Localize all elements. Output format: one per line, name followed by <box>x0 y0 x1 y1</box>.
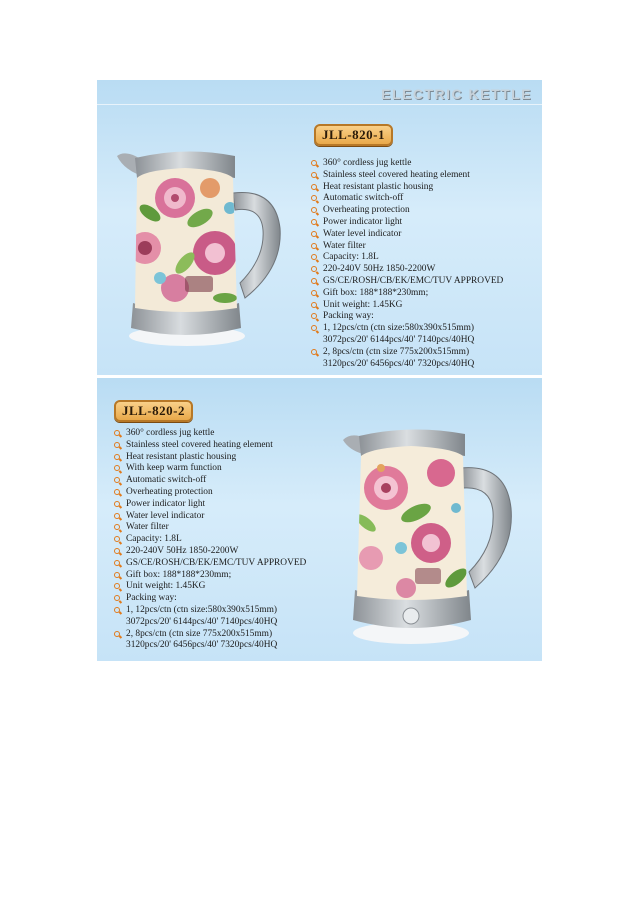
feature-item: GS/CE/ROSH/CB/EK/EMC/TUV APPROVED <box>311 276 503 288</box>
feature-item: 220-240V 50Hz 1850-2200W <box>114 546 306 558</box>
magnifier-bullet-icon <box>311 172 317 178</box>
magnifier-bullet-icon <box>114 465 120 471</box>
feature-item: Heat resistant plastic housing <box>114 452 306 464</box>
feature-item: 360° cordless jug kettle <box>311 158 503 170</box>
brand-title: ELECTRIC KETTLE <box>381 86 532 102</box>
magnifier-bullet-icon <box>114 548 120 554</box>
feature-item: Water filter <box>114 522 306 534</box>
feature-item: Gift box: 188*188*230mm; <box>311 288 503 300</box>
packing-quantities: 3072pcs/20' 6144pcs/40' 7140pcs/40HQ <box>323 334 475 345</box>
magnifier-bullet-icon <box>311 290 317 296</box>
magnifier-bullet-icon <box>311 207 317 213</box>
magnifier-bullet-icon <box>114 607 120 613</box>
feature-list <box>114 428 306 652</box>
feature-item: Automatic switch-off <box>311 193 503 205</box>
feature-item: Power indicator light <box>311 217 503 229</box>
magnifier-bullet-icon <box>114 572 120 578</box>
packing-item: 2, 8pcs/ctn (ctn size 775x200x515mm) 3120pcs/20' 6456pcs/40' 7320pcs/40HQ <box>311 347 503 371</box>
packing-quantities: 3120pcs/20' 6456pcs/40' 7320pcs/40HQ <box>126 640 278 651</box>
magnifier-bullet-icon <box>311 243 317 249</box>
header-divider <box>97 104 542 105</box>
product-panel-jll-820-1 <box>97 80 542 375</box>
feature-item: Packing way: <box>311 311 503 323</box>
magnifier-bullet-icon <box>114 477 120 483</box>
feature-item: Water filter <box>311 241 503 253</box>
magnifier-bullet-icon <box>114 595 120 601</box>
magnifier-bullet-icon <box>311 231 317 237</box>
model-label: JLL-820-1 <box>314 124 393 146</box>
magnifier-bullet-icon <box>311 219 317 225</box>
feature-item: Capacity: 1.8L <box>311 252 503 264</box>
model-label: JLL-820-2 <box>114 400 193 422</box>
magnifier-bullet-icon <box>114 501 120 507</box>
feature-item: 360° cordless jug kettle <box>114 428 306 440</box>
magnifier-bullet-icon <box>311 184 317 190</box>
feature-item: Power indicator light <box>114 499 306 511</box>
feature-item: Unit weight: 1.45KG <box>114 581 306 593</box>
feature-item: Capacity: 1.8L <box>114 534 306 546</box>
magnifier-bullet-icon <box>311 160 317 166</box>
feature-item: Water level indicator <box>311 229 503 241</box>
magnifier-bullet-icon <box>311 195 317 201</box>
magnifier-bullet-icon <box>311 266 317 272</box>
magnifier-bullet-icon <box>114 489 120 495</box>
feature-item: 220-240V 50Hz 1850-2200W <box>311 264 503 276</box>
feature-item: Overheating protection <box>114 487 306 499</box>
magnifier-bullet-icon <box>311 302 317 308</box>
kettle-photo-floral <box>115 148 295 348</box>
magnifier-bullet-icon <box>311 313 317 319</box>
magnifier-bullet-icon <box>114 430 120 436</box>
magnifier-bullet-icon <box>114 631 120 637</box>
feature-item: Unit weight: 1.45KG <box>311 300 503 312</box>
feature-item: Stainless steel covered heating element <box>311 170 503 182</box>
feature-item: Automatic switch-off <box>114 475 306 487</box>
feature-item: Heat resistant plastic housing <box>311 182 503 194</box>
magnifier-bullet-icon <box>311 278 317 284</box>
feature-item: Packing way: <box>114 593 306 605</box>
magnifier-bullet-icon <box>114 583 120 589</box>
feature-item: With keep warm function <box>114 463 306 475</box>
magnifier-bullet-icon <box>114 560 120 566</box>
feature-item: Water level indicator <box>114 511 306 523</box>
packing-quantities: 3072pcs/20' 6144pcs/40' 7140pcs/40HQ <box>126 616 278 627</box>
packing-item: 2, 8pcs/ctn (ctn size 775x200x515mm) 3120pcs/20' 6456pcs/40' 7320pcs/40HQ <box>114 629 306 653</box>
magnifier-bullet-icon <box>114 524 120 530</box>
packing-item: 1, 12pcs/ctn (ctn size:580x390x515mm) 3072pcs/20' 6144pcs/40' 7140pcs/40HQ <box>311 323 503 347</box>
kettle-photo-floral <box>341 428 521 648</box>
feature-list <box>311 158 503 370</box>
product-panel-jll-820-2 <box>97 378 542 661</box>
magnifier-bullet-icon <box>311 349 317 355</box>
feature-item: Gift box: 188*188*230mm; <box>114 570 306 582</box>
packing-item: 1, 12pcs/ctn (ctn size:580x390x515mm) 3072pcs/20' 6144pcs/40' 7140pcs/40HQ <box>114 605 306 629</box>
magnifier-bullet-icon <box>311 325 317 331</box>
feature-item: Stainless steel covered heating element <box>114 440 306 452</box>
magnifier-bullet-icon <box>114 454 120 460</box>
magnifier-bullet-icon <box>114 442 120 448</box>
magnifier-bullet-icon <box>114 536 120 542</box>
magnifier-bullet-icon <box>311 254 317 260</box>
magnifier-bullet-icon <box>114 513 120 519</box>
feature-item: GS/CE/ROSH/CB/EK/EMC/TUV APPROVED <box>114 558 306 570</box>
feature-item: Overheating protection <box>311 205 503 217</box>
packing-quantities: 3120pcs/20' 6456pcs/40' 7320pcs/40HQ <box>323 358 475 369</box>
